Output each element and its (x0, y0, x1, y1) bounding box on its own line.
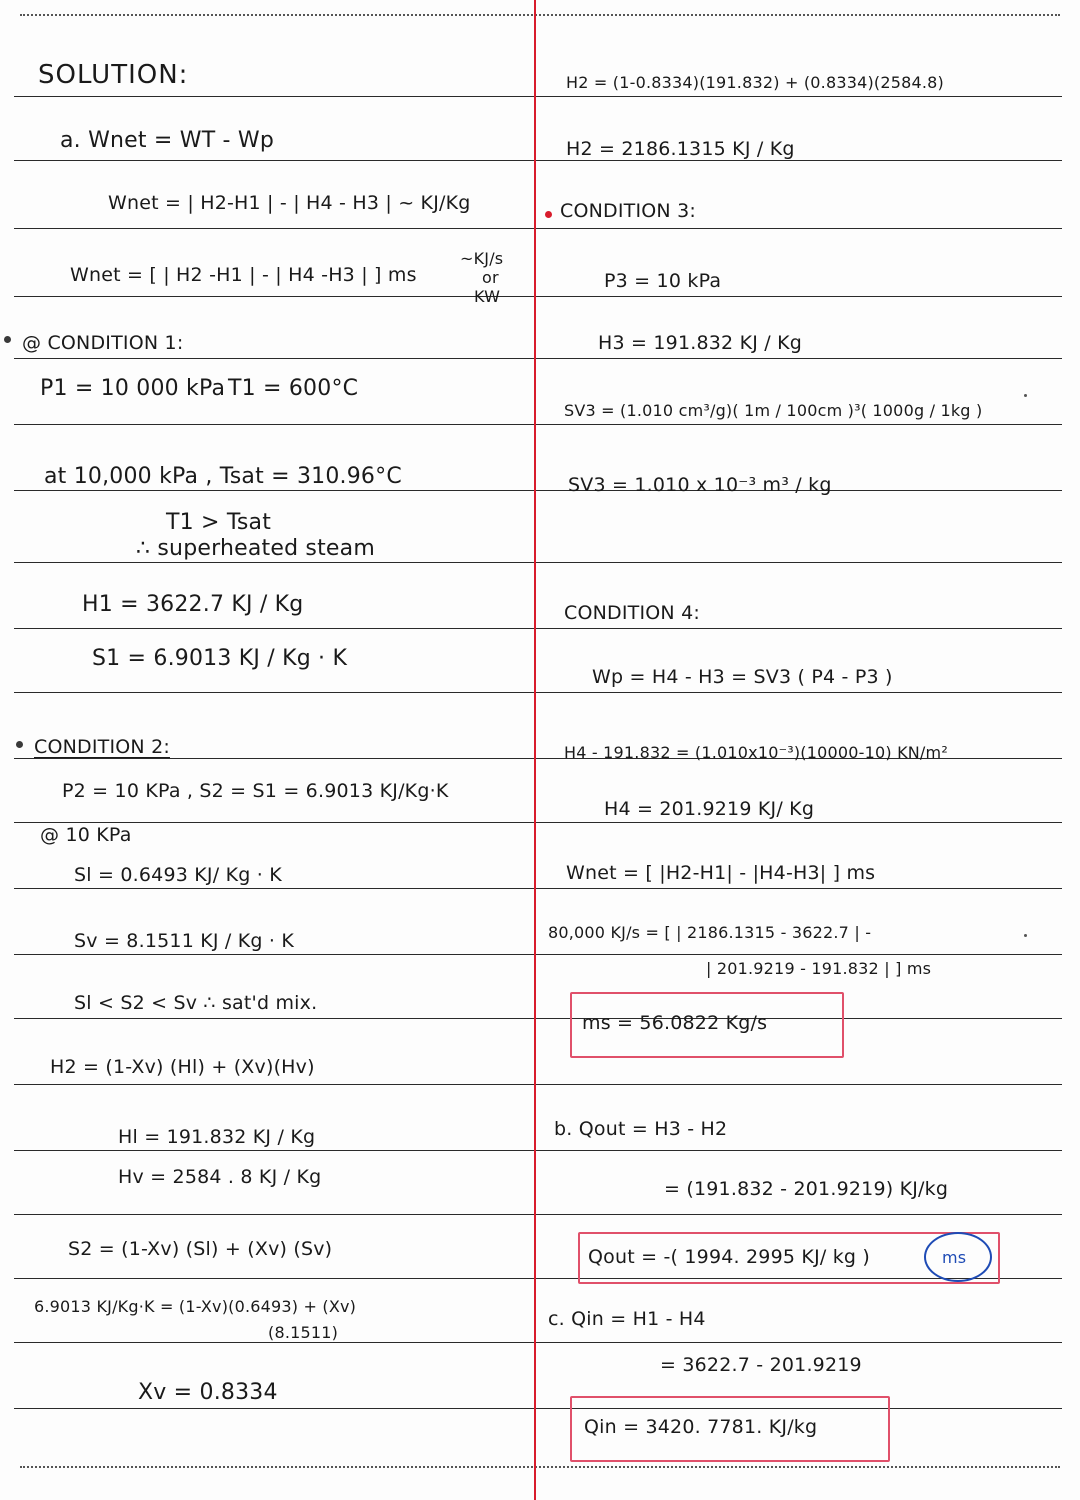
p3-value: P3 = 10 kPa (604, 270, 722, 292)
ruled-line (14, 296, 1062, 297)
unit-note-kjs: ~KJ/s (460, 249, 504, 268)
margin-line (534, 0, 536, 1500)
condition-1-temperature: T1 = 600°C (228, 376, 359, 401)
part-a-line-3: Wnet = [ | H2 -H1 | - | H4 -H3 | ] ms (70, 264, 417, 286)
stray-mark (1024, 394, 1027, 397)
qout-ms: ms (942, 1248, 967, 1267)
wp-formula: Wp = H4 - H3 = SV3 ( P4 - P3 ) (592, 666, 893, 688)
qout-substitution: = (191.832 - 201.9219) KJ/kg (664, 1178, 949, 1200)
condition-4-title: CONDITION 4: (564, 602, 700, 624)
condition-1-pressure: P1 = 10 000 kPa (40, 376, 226, 401)
ruled-line (14, 954, 1062, 955)
stray-mark (1024, 934, 1027, 937)
ruled-line (14, 160, 1062, 161)
h1-value: H1 = 3622.7 KJ / Kg (82, 592, 304, 617)
hv-value: Hv = 2584 . 8 KJ / Kg (118, 1166, 322, 1188)
condition-3-title: CONDITION 3: (560, 200, 696, 222)
wnet-formula: Wnet = [ |H2-H1| - |H4-H3| ] ms (566, 862, 876, 884)
ruled-line (14, 424, 1062, 425)
unit-note-kw: KW (474, 287, 501, 306)
part-c-qin: c. Qin = H1 - H4 (548, 1308, 706, 1330)
solution-heading: SOLUTION: (38, 60, 189, 90)
ruled-line (14, 1342, 1062, 1343)
wnet-substitution-1: 80,000 KJ/s = [ | 2186.1315 - 3622.7 | - (548, 923, 872, 942)
part-a-line-2: Wnet = | H2-H1 | - | H4 - H3 | ~ KJ/Kg (108, 192, 471, 214)
unit-note-or: or (482, 268, 499, 287)
ruled-line (14, 888, 1062, 889)
condition-2-line: P2 = 10 KPa , S2 = S1 = 6.9013 KJ/Kg·K (62, 780, 449, 802)
condition-1-title: @ CONDITION 1: (22, 332, 184, 354)
ruled-line (14, 1408, 1062, 1409)
tsat-line: at 10,000 kPa , Tsat = 310.96°C (44, 464, 402, 489)
bullet-dot (16, 741, 23, 748)
superheated-note: ∴ superheated steam (136, 536, 375, 561)
at-10-kpa: @ 10 KPa (40, 824, 132, 846)
ruled-line (14, 358, 1062, 359)
ruled-line (14, 628, 1062, 629)
tsat-compare: T1 > Tsat (166, 510, 272, 535)
hl-value: Hl = 191.832 KJ / Kg (118, 1126, 316, 1148)
s2-formula: S2 = (1-Xv) (Sl) + (Xv) (Sv) (68, 1238, 333, 1260)
h2-formula: H2 = (1-Xv) (Hl) + (Xv)(Hv) (50, 1056, 315, 1078)
bullet-dot (545, 211, 552, 218)
xv-value: Xv = 0.8334 (138, 1380, 278, 1405)
s1-value: S1 = 6.9013 KJ / Kg · K (92, 646, 348, 671)
ruled-line (14, 692, 1062, 693)
h4-result: H4 = 201.9219 KJ/ Kg (604, 798, 815, 820)
sv3-value: SV3 = 1.010 x 10⁻³ m³ / kg (568, 474, 832, 496)
h3-value: H3 = 191.832 KJ / Kg (598, 332, 803, 354)
ruled-line (14, 1214, 1062, 1215)
sl-value: Sl = 0.6493 KJ/ Kg · K (74, 864, 282, 886)
ruled-line (14, 96, 1062, 97)
s2-substitution: 6.9013 KJ/Kg·K = (1-Xv)(0.6493) + (Xv) (34, 1297, 357, 1316)
ms-result: ms = 56.0822 Kg/s (582, 1012, 768, 1034)
ruled-line (14, 228, 1062, 229)
ruled-line (14, 1150, 1062, 1151)
qin-substitution: = 3622.7 - 201.9219 (660, 1354, 862, 1376)
entropy-compare: Sl < S2 < Sv ∴ sat'd mix. (74, 992, 318, 1014)
h4-substitution: H4 - 191.832 = (1.010x10⁻³)(10000-10) KN/m² (564, 743, 948, 762)
part-a-line-1: a. Wnet = WT - Wp (60, 128, 274, 153)
sv-value: Sv = 8.1511 KJ / Kg · K (74, 930, 295, 952)
ruled-line (14, 1084, 1062, 1085)
ruled-line (14, 822, 1062, 823)
qout-result: Qout = -( 1994. 2995 KJ/ kg ) (588, 1246, 871, 1268)
ruled-line (14, 562, 1062, 563)
part-b-qout: b. Qout = H3 - H2 (554, 1118, 728, 1140)
sv3-formula: SV3 = (1.010 cm³/g)( 1m / 100cm )³( 1000g / 1kg ) (564, 401, 983, 420)
wnet-substitution-2: | 201.9219 - 191.832 | ] ms (706, 959, 932, 978)
top-dotted-border (20, 14, 1060, 16)
qin-result: Qin = 3420. 7781. KJ/kg (584, 1416, 818, 1438)
bullet-dot (4, 336, 11, 343)
bottom-dotted-border (20, 1466, 1060, 1468)
ruled-line (14, 490, 1062, 491)
h2-substitution: H2 = (1-0.8334)(191.832) + (0.8334)(2584.8) (566, 73, 944, 92)
condition-2-title: CONDITION 2: (34, 736, 170, 758)
h2-result: H2 = 2186.1315 KJ / Kg (566, 138, 795, 160)
s2-substitution-cont: (8.1511) (268, 1323, 339, 1342)
ruled-line (14, 1018, 1062, 1019)
